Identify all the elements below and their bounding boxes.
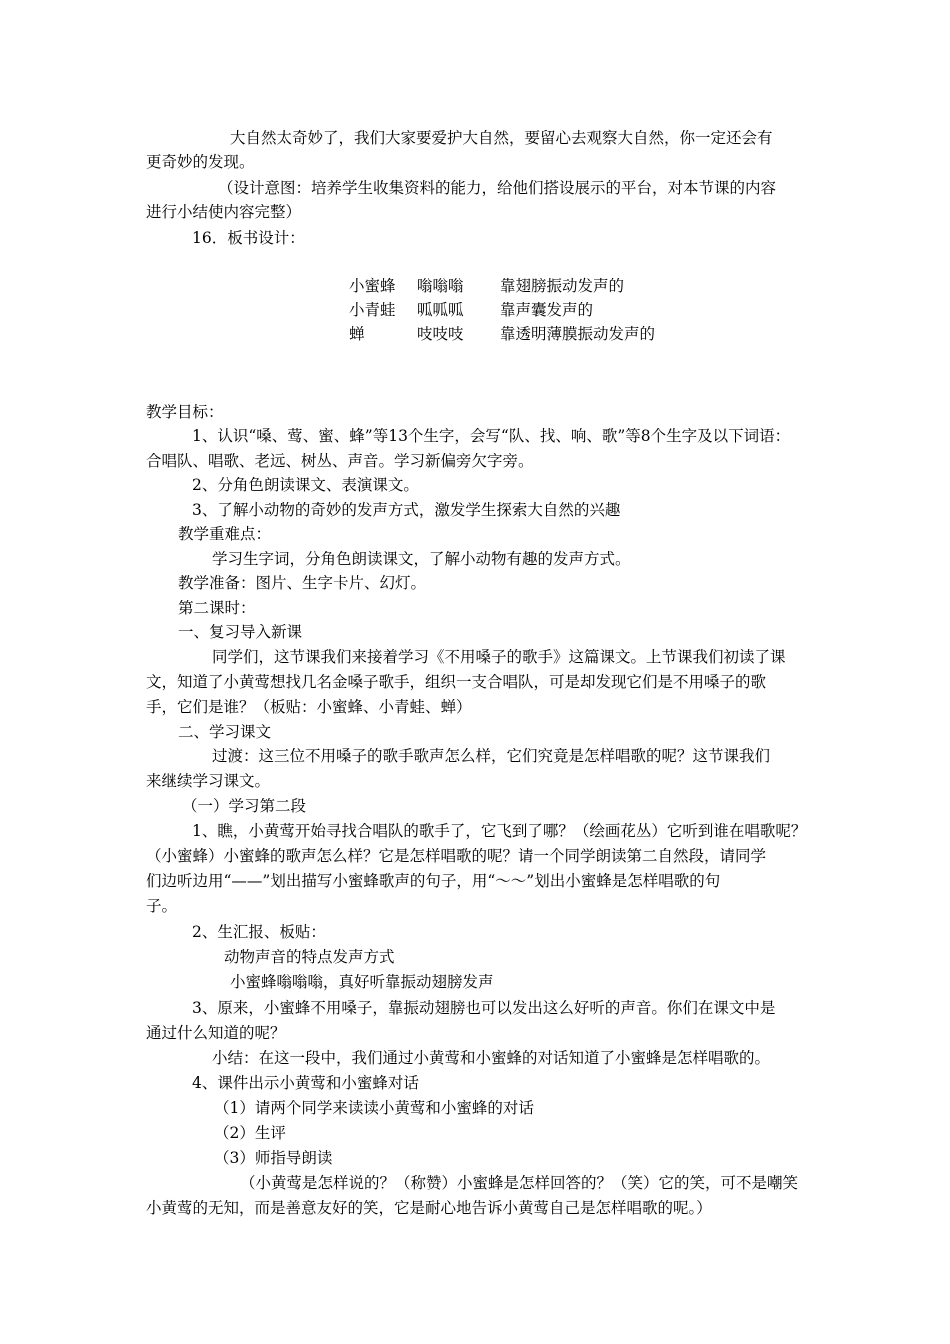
step-1-line-3: 们边听边用“——”划出描写小蜜蜂歌声的句子，用“～～”划出小蜜蜂是怎样唱歌的句	[146, 872, 721, 890]
section-2-heading: 二、学习课文	[178, 723, 272, 741]
board-design-table	[349, 274, 655, 346]
teaching-prep: 教学准备：图片、生字卡片、幻灯。	[178, 574, 427, 592]
section-1-line-1: 同学们，这节课我们来接着学习《不用嗓子的歌手》这篇课文。上节课我们初读了课	[212, 648, 786, 666]
board-method: 靠透明薄膜振动发声的	[500, 325, 656, 343]
board-animal: 小青蛙	[349, 301, 396, 319]
step-2: 2、生汇报、板贴：	[192, 923, 326, 941]
goals-heading: 教学目标：	[146, 403, 224, 421]
intro-line-1: 大自然太奇妙了，我们大家要爱护大自然，要留心去观察大自然，你一定还会有	[230, 129, 773, 147]
step-2-bee-row: 小蜜蜂嗡嗡嗡，真好听靠振动翅膀发声	[230, 973, 494, 991]
transition-line-1: 过渡：这三位不用嗓子的歌手歌声怎么样，它们究竟是怎样唱歌的呢？这节课我们	[212, 747, 771, 765]
design-intent-line-1: （设计意图：培养学生收集资料的能力，给他们搭设展示的平台，对本节课的内容	[218, 179, 777, 197]
board-sound: 吱吱吱	[417, 325, 464, 343]
board-animal: 蝉	[349, 325, 365, 343]
key-points-heading: 教学重难点：	[178, 525, 272, 543]
section-1-heading: 一、复习导入新课	[178, 623, 303, 641]
step-4-item-2: （2）生评	[214, 1124, 286, 1142]
section-1-line-3: 手，它们是谁？（板贴：小蜜蜂、小青蛙、蝉）	[146, 698, 472, 716]
guidance-line-1: （小黄莺是怎样说的？（称赞）小蜜蜂是怎样回答的？（笑）它的笑，可不是嘲笑	[240, 1174, 799, 1192]
step-3-line-1: 3、原来，小蜜蜂不用嗓子，靠振动翅膀也可以发出这么好听的声音。你们在课文中是	[192, 999, 776, 1017]
goal-1-line-1: 1、认识“嗓、莺、蜜、蜂”等13个生字，会写“队、找、响、歌”等8个生字及以下词语：	[192, 427, 791, 445]
intro-line-2: 更奇妙的发现。	[146, 153, 255, 171]
step-1-line-4: 子。	[146, 897, 178, 915]
goal-2: 2、分角色朗读课文、表演课文。	[192, 476, 419, 494]
transition-line-2: 来继续学习课文。	[146, 772, 271, 790]
board-sound: 嗡嗡嗡	[417, 277, 464, 295]
step-4-item-3: （3）师指导朗读	[214, 1149, 333, 1167]
summary: 小结：在这一段中，我们通过小黄莺和小蜜蜂的对话知道了小蜜蜂是怎样唱歌的。	[212, 1049, 771, 1067]
section-1-line-2: 文，知道了小黄莺想找几名金嗓子歌手，组织一支合唱队，可是却发现它们是不用嗓子的歌	[146, 673, 767, 691]
board-row	[349, 298, 655, 322]
board-design-title: 16．板书设计：	[192, 229, 305, 247]
board-row	[349, 274, 655, 298]
board-method: 靠翅膀振动发声的	[500, 277, 625, 295]
board-animal: 小蜜蜂	[349, 277, 396, 295]
board-row	[349, 322, 655, 346]
board-method: 靠声囊发声的	[500, 301, 594, 319]
step-4-item-1: （1）请两个同学来读读小黄莺和小蜜蜂的对话	[214, 1099, 534, 1117]
step-2-header-row: 动物声音的特点发声方式	[224, 948, 395, 966]
goal-3: 3、了解小动物的奇妙的发声方式，激发学生探索大自然的兴趣	[192, 501, 621, 519]
lesson-title: 第二课时：	[178, 599, 256, 617]
design-intent-line-2: 进行小结使内容完整）	[146, 203, 302, 221]
subsection-1-heading: （一）学习第二段	[182, 797, 307, 815]
step-4: 4、课件出示小黄莺和小蜜蜂对话	[192, 1074, 419, 1092]
guidance-line-2: 小黄莺的无知，而是善意友好的笑，它是耐心地告诉小黄莺自己是怎样唱歌的呢。）	[146, 1199, 712, 1217]
step-1-line-1: 1、瞧，小黄莺开始寻找合唱队的歌手了，它飞到了哪？（绘画花丛）它听到谁在唱歌呢？	[192, 822, 807, 840]
step-3-line-2: 通过什么知道的呢？	[146, 1024, 286, 1042]
step-1-line-2: （小蜜蜂）小蜜蜂的歌声怎么样？它是怎样唱歌的呢？请一个同学朗读第二自然段，请同学	[146, 847, 767, 865]
goal-1-line-2: 合唱队、唱歌、老远、树丛、声音。学习新偏旁欠字旁。	[146, 452, 534, 470]
board-sound: 呱呱呱	[417, 301, 464, 319]
key-points-text: 学习生字词，分角色朗读课文，了解小动物有趣的发声方式。	[212, 550, 631, 568]
